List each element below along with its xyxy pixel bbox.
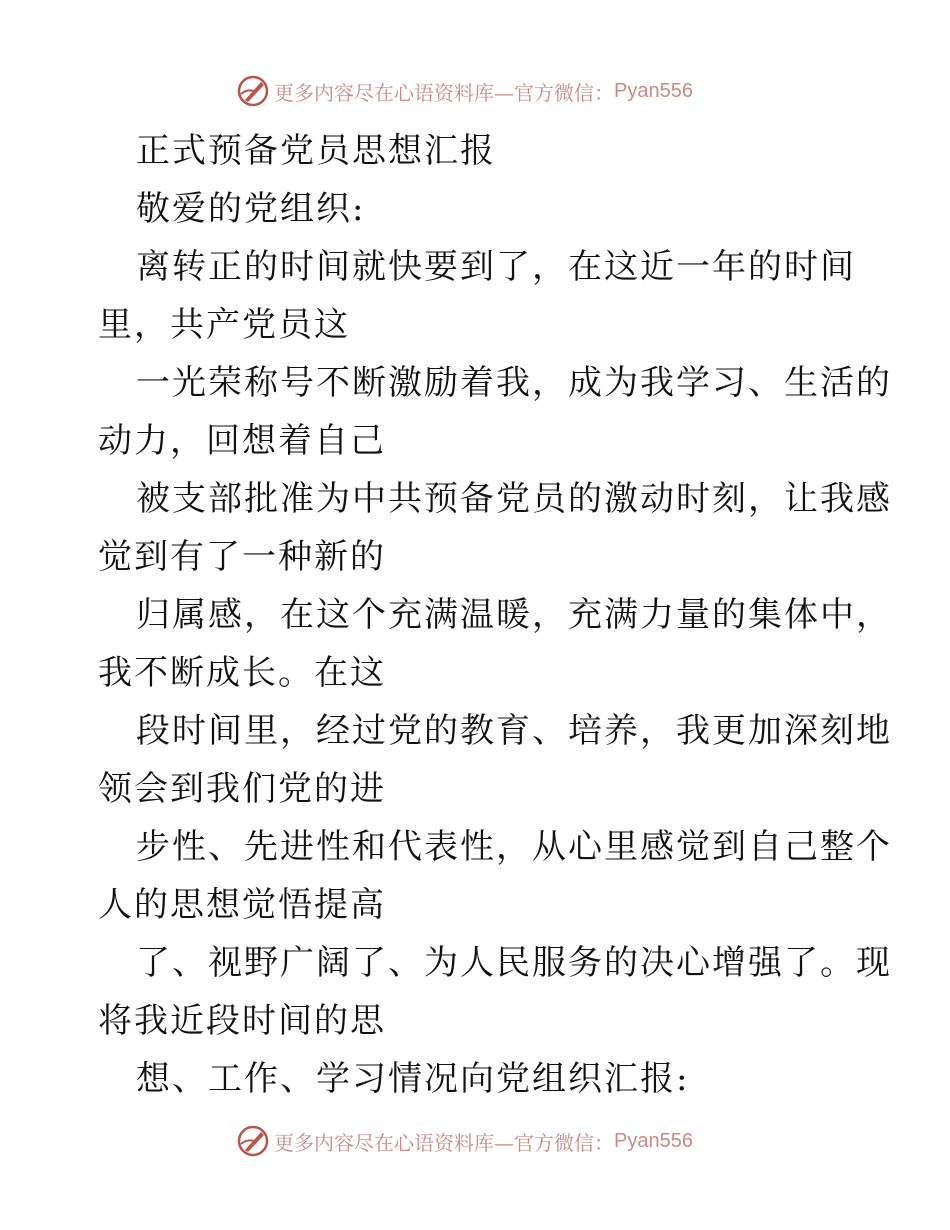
paragraph-line: 动力，回想着自己 xyxy=(98,421,386,461)
paragraph-line: 觉到有了一种新的 xyxy=(98,537,386,577)
paragraph-line: 我不断成长。在这 xyxy=(98,653,386,693)
pen-logo-icon xyxy=(236,74,270,108)
paragraph-line: 被支部批准为中共预备党员的激动时刻，让我感 xyxy=(136,479,892,519)
watermark-text: 更多内容尽在心语资料库—官方微信： xyxy=(274,80,614,105)
watermark-wechat-id: Pyan556 xyxy=(614,1129,693,1152)
pen-logo-icon xyxy=(236,1124,270,1158)
header-watermark xyxy=(236,74,693,108)
paragraph-line: 领会到我们党的进 xyxy=(98,769,386,809)
paragraph-line: 段时间里，经过党的教育、培养，我更加深刻地 xyxy=(136,711,892,751)
watermark-wechat-id: Pyan556 xyxy=(614,79,693,102)
paragraph-line: 了、视野广阔了、为人民服务的决心增强了。现 xyxy=(136,943,892,983)
paragraph-line: 人的思想觉悟提高 xyxy=(98,885,386,925)
paragraph-line: 想、工作、学习情况向党组织汇报: xyxy=(136,1059,690,1099)
paragraph-line: 一光荣称号不断激励着我，成为我学习、生活的 xyxy=(136,363,892,403)
salutation: 敬爱的党组织: xyxy=(136,189,366,229)
document-title: 正式预备党员思想汇报 xyxy=(136,131,496,171)
paragraph-line: 里，共产党员这 xyxy=(98,305,350,345)
paragraph-line: 步性、先进性和代表性，从心里感觉到自己整个 xyxy=(136,827,892,867)
document-body xyxy=(98,122,892,1108)
paragraph-line: 归属感，在这个充满温暖，充满力量的集体中， xyxy=(136,595,892,635)
paragraph-line: 离转正的时间就快要到了，在这近一年的时间 xyxy=(136,247,856,287)
watermark-text: 更多内容尽在心语资料库—官方微信： xyxy=(274,1130,614,1155)
paragraph-line: 将我近段时间的思 xyxy=(98,1001,386,1041)
footer-watermark xyxy=(236,1124,693,1158)
